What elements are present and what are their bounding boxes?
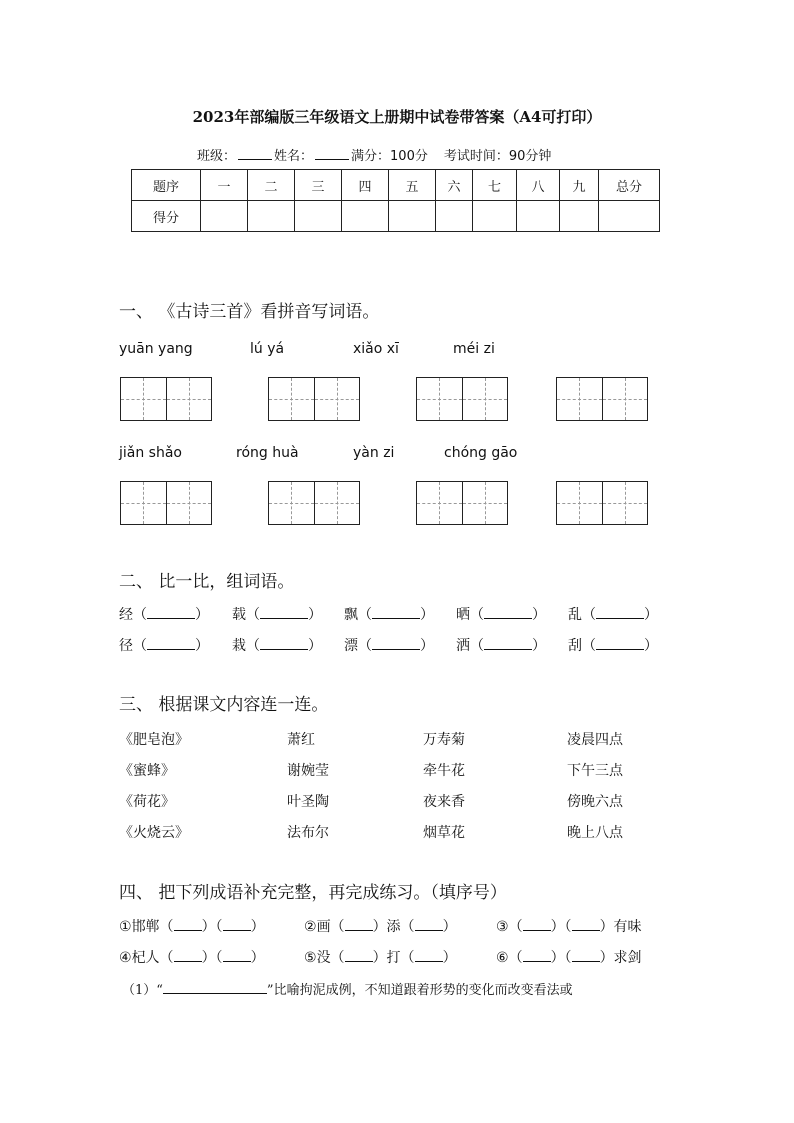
- score-cell[interactable]: [389, 201, 436, 232]
- question-1-text: ”比喻拘泥成例，不知道跟着形势的变化而改变看法或: [266, 983, 573, 998]
- score-table-row: [132, 201, 660, 232]
- time-item[interactable]: 晚上八点: [567, 825, 623, 841]
- answer-blank[interactable]: [523, 949, 551, 962]
- answer-blank[interactable]: [260, 606, 308, 619]
- idiom-part: ）: [250, 950, 265, 966]
- idiom-part: （: [508, 950, 523, 966]
- writing-grid[interactable]: [268, 481, 360, 525]
- answer-blank[interactable]: [163, 981, 267, 994]
- table-cell: 一: [201, 170, 248, 201]
- paren-open: （: [133, 638, 147, 654]
- answer-blank[interactable]: [523, 918, 551, 931]
- answer-blank[interactable]: [372, 637, 420, 650]
- section-3-heading: 三、 根据课文内容连一连。: [119, 695, 329, 715]
- idiom-part: 邯郸（: [131, 919, 174, 935]
- paren-close: ）: [532, 607, 546, 623]
- answer-blank[interactable]: [345, 918, 373, 931]
- page-title: 2023年部编版三年级语文上册期中试卷带答案（A4可打印）: [192, 108, 602, 126]
- compare-item: [119, 604, 209, 624]
- character: 经: [119, 607, 133, 623]
- answer-blank[interactable]: [174, 949, 202, 962]
- compare-item: [568, 604, 658, 624]
- score-table: [131, 169, 660, 232]
- idiom-number: ②: [304, 919, 317, 935]
- character: 刮: [568, 638, 582, 654]
- table-cell: 题序: [132, 170, 201, 201]
- table-cell: 四: [342, 170, 389, 201]
- answer-blank[interactable]: [596, 606, 644, 619]
- answer-blank[interactable]: [484, 606, 532, 619]
- compare-item: [232, 604, 322, 624]
- pinyin: méi zi: [453, 341, 495, 357]
- paren-open: （: [582, 638, 596, 654]
- question-1-prefix: （1）“: [122, 983, 163, 998]
- idiom-part: ）添（: [372, 919, 415, 935]
- table-cell: 得分: [132, 201, 201, 232]
- author-item[interactable]: 法布尔: [287, 825, 329, 841]
- pinyin: chóng gāo: [444, 445, 518, 461]
- score-cell[interactable]: [342, 201, 389, 232]
- full-score: 满分：100分: [351, 149, 428, 164]
- exam-info: [197, 145, 551, 164]
- paren-open: （: [582, 607, 596, 623]
- table-cell: 六: [436, 170, 473, 201]
- question-1: [122, 979, 573, 998]
- score-cell[interactable]: [248, 201, 295, 232]
- compare-item: [344, 635, 434, 655]
- idiom-part: ）有味: [599, 919, 642, 935]
- pinyin: xiǎo xī: [353, 341, 399, 357]
- answer-blank[interactable]: [147, 606, 195, 619]
- table-cell: 总分: [599, 170, 660, 201]
- paren-open: （: [470, 638, 484, 654]
- flower-item[interactable]: 夜来香: [423, 794, 465, 810]
- score-cell[interactable]: [436, 201, 473, 232]
- idiom-item: [119, 916, 265, 936]
- compare-item: [456, 604, 546, 624]
- writing-grid[interactable]: [556, 481, 648, 525]
- idiom-part: 杞人（: [131, 950, 174, 966]
- author-item[interactable]: 谢婉莹: [287, 763, 329, 779]
- pinyin: lú yá: [250, 341, 285, 357]
- idiom-item: [496, 916, 642, 936]
- compare-item: [232, 635, 322, 655]
- writing-grid[interactable]: [268, 377, 360, 421]
- answer-blank[interactable]: [147, 637, 195, 650]
- idiom-number: ④: [119, 950, 132, 966]
- idiom-part: （: [508, 919, 523, 935]
- compare-item: [456, 635, 546, 655]
- answer-blank[interactable]: [596, 637, 644, 650]
- writing-grid[interactable]: [416, 377, 508, 421]
- idiom-part: ）（: [201, 950, 223, 966]
- idiom-part: ）（: [201, 919, 223, 935]
- idiom-number: ①: [119, 919, 132, 935]
- answer-blank[interactable]: [572, 949, 600, 962]
- answer-blank[interactable]: [415, 949, 443, 962]
- character: 晒: [456, 607, 470, 623]
- idiom-number: ⑤: [304, 950, 317, 966]
- table-cell: 九: [560, 170, 599, 201]
- flower-item[interactable]: 烟草花: [423, 825, 465, 841]
- paren-close: ）: [420, 638, 434, 654]
- section-4-heading: 四、 把下列成语补充完整，再完成练习。（填序号）: [119, 883, 507, 903]
- exam-time: 考试时间：90分钟: [443, 149, 552, 164]
- table-cell: 三: [295, 170, 342, 201]
- idiom-part: ）求剑: [599, 950, 642, 966]
- idiom-part: ）: [442, 919, 457, 935]
- paren-open: （: [246, 607, 260, 623]
- writing-grid[interactable]: [416, 481, 508, 525]
- idiom-part: ）打（: [372, 950, 415, 966]
- class-blank[interactable]: [238, 149, 272, 160]
- paren-open: （: [358, 638, 372, 654]
- answer-blank[interactable]: [572, 918, 600, 931]
- score-cell[interactable]: [473, 201, 517, 232]
- character: 载: [232, 607, 246, 623]
- answer-blank[interactable]: [345, 949, 373, 962]
- section-1-heading: 一、 《古诗三首》看拼音写词语。: [119, 302, 380, 322]
- answer-blank[interactable]: [174, 918, 202, 931]
- character: 洒: [456, 638, 470, 654]
- paren-open: （: [358, 607, 372, 623]
- pinyin: jiǎn shǎo: [119, 445, 182, 461]
- score-cell[interactable]: [517, 201, 560, 232]
- writing-grid[interactable]: [120, 377, 212, 421]
- pinyin: yàn zi: [353, 445, 395, 461]
- idiom-item: [304, 916, 457, 936]
- score-cell[interactable]: [599, 201, 660, 232]
- idiom-part: ）: [250, 919, 265, 935]
- name-label: 姓名：: [274, 149, 314, 164]
- paren-open: （: [246, 638, 260, 654]
- paren-open: （: [133, 607, 147, 623]
- table-cell: 二: [248, 170, 295, 201]
- score-table-header: [132, 170, 660, 201]
- paren-open: （: [470, 607, 484, 623]
- answer-blank[interactable]: [372, 606, 420, 619]
- character: 飘: [344, 607, 358, 623]
- section-2-heading: 二、 比一比，组词语。: [119, 572, 295, 592]
- idiom-number: ③: [496, 919, 509, 935]
- idiom-item: [119, 947, 265, 967]
- idiom-part: ）（: [550, 950, 572, 966]
- character: 径: [119, 638, 133, 654]
- pinyin: róng huà: [236, 445, 299, 461]
- time-item[interactable]: 傍晚六点: [567, 794, 623, 810]
- score-cell[interactable]: [295, 201, 342, 232]
- writing-grid[interactable]: [120, 481, 212, 525]
- character: 乱: [568, 607, 582, 623]
- compare-item: [568, 635, 658, 655]
- pinyin: yuān yang: [119, 341, 193, 357]
- score-cell[interactable]: [201, 201, 248, 232]
- compare-item: [119, 635, 209, 655]
- title-item[interactable]: 《荷花》: [119, 794, 175, 810]
- title-item[interactable]: 《蜜蜂》: [119, 763, 175, 779]
- paren-close: ）: [308, 638, 322, 654]
- answer-blank[interactable]: [260, 637, 308, 650]
- flower-item[interactable]: 万寿菊: [423, 732, 465, 748]
- paren-close: ）: [532, 638, 546, 654]
- flower-item[interactable]: 牵牛花: [423, 763, 465, 779]
- idiom-number: ⑥: [496, 950, 509, 966]
- idiom-part: 没（: [316, 950, 345, 966]
- time-item[interactable]: 凌晨四点: [567, 732, 623, 748]
- author-item[interactable]: 叶圣陶: [287, 794, 329, 810]
- table-cell: 五: [389, 170, 436, 201]
- answer-blank[interactable]: [223, 949, 251, 962]
- answer-blank[interactable]: [484, 637, 532, 650]
- table-cell: 七: [473, 170, 517, 201]
- author-item[interactable]: 萧红: [287, 732, 315, 748]
- paren-close: ）: [195, 638, 209, 654]
- table-cell: 八: [517, 170, 560, 201]
- answer-blank[interactable]: [223, 918, 251, 931]
- answer-blank[interactable]: [415, 918, 443, 931]
- character: 栽: [232, 638, 246, 654]
- idiom-part: ）（: [550, 919, 572, 935]
- paren-close: ）: [420, 607, 434, 623]
- idiom-part: 画（: [316, 919, 345, 935]
- class-label: 班级：: [197, 149, 237, 164]
- title-item[interactable]: 《肥皂泡》: [119, 732, 189, 748]
- time-item[interactable]: 下午三点: [567, 763, 623, 779]
- title-item[interactable]: 《火烧云》: [119, 825, 189, 841]
- paren-close: ）: [644, 638, 658, 654]
- character: 漂: [344, 638, 358, 654]
- name-blank[interactable]: [315, 149, 349, 160]
- writing-grid[interactable]: [556, 377, 648, 421]
- paren-close: ）: [644, 607, 658, 623]
- idiom-part: ）: [442, 950, 457, 966]
- paren-close: ）: [308, 607, 322, 623]
- compare-item: [344, 604, 434, 624]
- idiom-item: [304, 947, 457, 967]
- idiom-item: [496, 947, 642, 967]
- paren-close: ）: [195, 607, 209, 623]
- score-cell[interactable]: [560, 201, 599, 232]
